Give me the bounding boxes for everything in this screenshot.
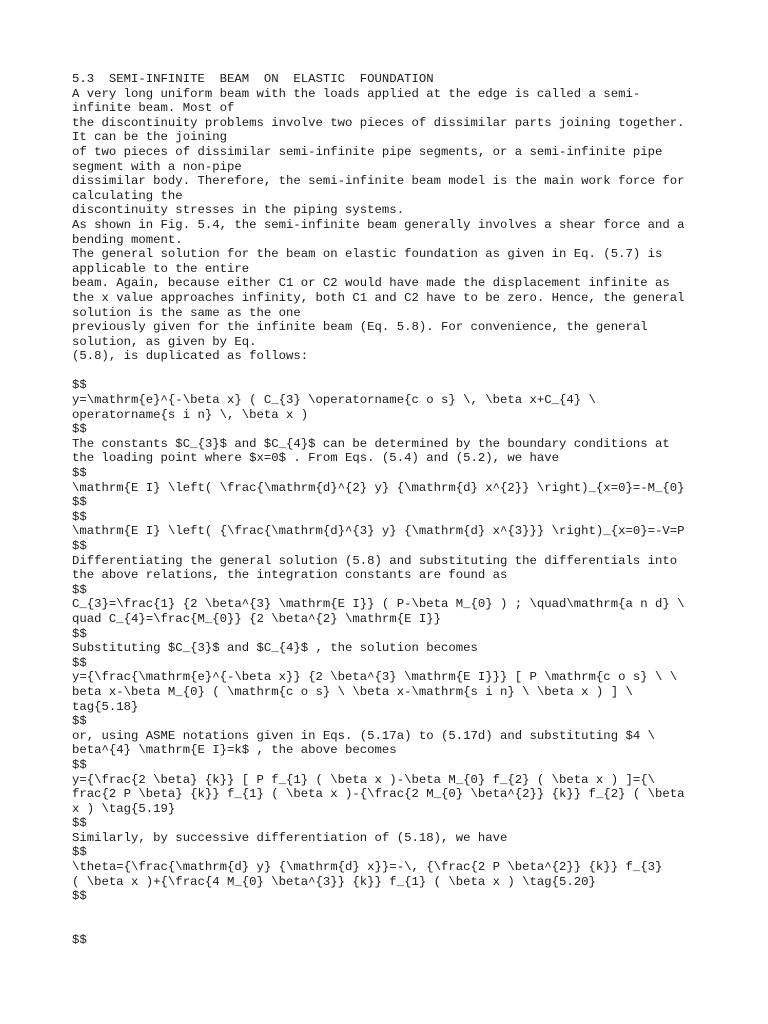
text-line: \theta={\frac{\mathrm{d} y} {\mathrm{d} x}}=-\, {\frac{2 P \beta^{2}} {k}} f_{3}: [72, 860, 663, 875]
text-line: $$: [72, 582, 87, 597]
text-line: bending moment.: [72, 232, 183, 247]
document-page: [72, 72, 702, 948]
text-line: The constants $C_{3}$ and $C_{4}$ can be determined by the boundary conditions at: [72, 436, 670, 451]
text-line: beta x-\beta M_{0} ( \mathrm{c o s} \ \beta x-\mathrm{s i n} \ \beta x ) ] \: [72, 684, 633, 699]
text-line: segment with a non-pipe: [72, 159, 242, 174]
text-line: Substituting $C_{3}$ and $C_{4}$ , the solution becomes: [72, 641, 478, 656]
text-line: $$: [72, 466, 87, 481]
text-line: (5.8), is duplicated as follows:: [72, 349, 309, 364]
text-line: $$: [72, 422, 87, 437]
text-line: $$: [72, 933, 87, 948]
blank-line: [72, 918, 702, 933]
text-line: operatorname{s i n} \, \beta x ): [72, 407, 309, 422]
text-line: solution is the same as the one: [72, 305, 301, 320]
text-line: \mathrm{E I} \left( \frac{\mathrm{d}^{2} y} {\mathrm{d} x^{2}} \right)_{x=0}=-M_{0}: [72, 480, 685, 495]
text-line: dissimilar body. Therefore, the semi-infinite beam model is the main work force for: [72, 174, 685, 189]
text-line: beta^{4} \mathrm{E I}=k$ , the above becomes: [72, 743, 397, 758]
text-line: tag{5.18}: [72, 699, 139, 714]
text-line: calculating the: [72, 188, 183, 203]
blank-line: [72, 364, 702, 379]
text-line: solution, as given by Eq.: [72, 334, 257, 349]
text-line: 5.3 SEMI-INFINITE BEAM ON ELASTIC FOUNDATION: [72, 72, 434, 86]
text-line: discontinuity stresses in the piping systems.: [72, 203, 405, 218]
text-line: y={\frac{2 \beta} {k}} [ P f_{1} ( \beta x )-\beta M_{0} f_{2} ( \beta x ) ]={\: [72, 772, 655, 787]
text-line: infinite beam. Most of: [72, 101, 235, 116]
text-line: or, using ASME notations given in Eqs. (5.17a) to (5.17d) and substituting $4 \: [72, 728, 655, 743]
text-line: applicable to the entire: [72, 261, 250, 276]
text-line: $$: [72, 845, 87, 860]
text-line: C_{3}=\frac{1} {2 \beta^{3} \mathrm{E I}} ( P-\beta M_{0} ) ; \quad\mathrm{a n d} \: [72, 597, 685, 612]
text-line: the x value approaches infinity, both C1 and C2 have to be zero. Hence, the general: [72, 290, 685, 305]
text-line: $$: [72, 655, 87, 670]
text-line: A very long uniform beam with the loads applied at the edge is called a semi-: [72, 86, 641, 101]
text-line: \mathrm{E I} \left( {\frac{\mathrm{d}^{3} y} {\mathrm{d} x^{3}}} \right)_{x=0}=-V=P: [72, 524, 685, 539]
text-line: $$: [72, 509, 87, 524]
blank-line: [72, 904, 702, 919]
text-line: y={\frac{\mathrm{e}^{-\beta x}} {2 \beta^{3} \mathrm{E I}}} [ P \mathrm{c o s} \ \: [72, 670, 678, 685]
text-line: $$: [72, 495, 87, 510]
text-line: As shown in Fig. 5.4, the semi-infinite beam generally involves a shear force and a: [72, 217, 685, 232]
text-line: beam. Again, because either C1 or C2 would have made the displacement infinite as: [72, 276, 670, 291]
text-line: Differentiating the general solution (5.8) and substituting the differentials into: [72, 553, 678, 568]
text-line: y=\mathrm{e}^{-\beta x} ( C_{3} \operatorname{c o s} \, \beta x+C_{4} \: [72, 393, 596, 408]
text-line: $$: [72, 816, 87, 831]
text-line: $$: [72, 539, 87, 553]
text-line: $$: [72, 889, 87, 904]
text-line: Similarly, by successive differentiation of (5.18), we have: [72, 830, 508, 845]
text-line: of two pieces of dissimilar semi-infinite pipe segments, or a semi-infinite pipe: [72, 144, 663, 159]
text-line: $$: [72, 757, 87, 772]
text-line: quad C_{4}=\frac{M_{0}} {2 \beta^{2} \mathrm{E I}}: [72, 611, 441, 626]
text-line: The general solution for the beam on elastic foundation as given in Eq. (5.7) is: [72, 247, 663, 262]
text-line: the above relations, the integration constants are found as: [72, 568, 508, 583]
text-line: the discontinuity problems involve two pieces of dissimilar parts joining together.: [72, 115, 685, 130]
text-line: frac{2 P \beta} {k}} f_{1} ( \beta x )-{\frac{2 M_{0} \beta^{2}} {k}} f_{2} ( \beta: [72, 787, 685, 802]
text-line: the loading point where $x=0$ . From Eqs. (5.4) and (5.2), we have: [72, 451, 560, 466]
text-line: It can be the joining: [72, 130, 227, 145]
text-line: $$: [72, 378, 87, 393]
text-line: $$: [72, 626, 87, 641]
text-line: $$: [72, 714, 87, 729]
text-line: x ) \tag{5.19}: [72, 801, 176, 816]
text-line: ( \beta x )+{\frac{4 M_{0} \beta^{3}} {k}} f_{1} ( \beta x ) \tag{5.20}: [72, 874, 596, 889]
text-line: previously given for the infinite beam (Eq. 5.8). For convenience, the general: [72, 320, 648, 335]
